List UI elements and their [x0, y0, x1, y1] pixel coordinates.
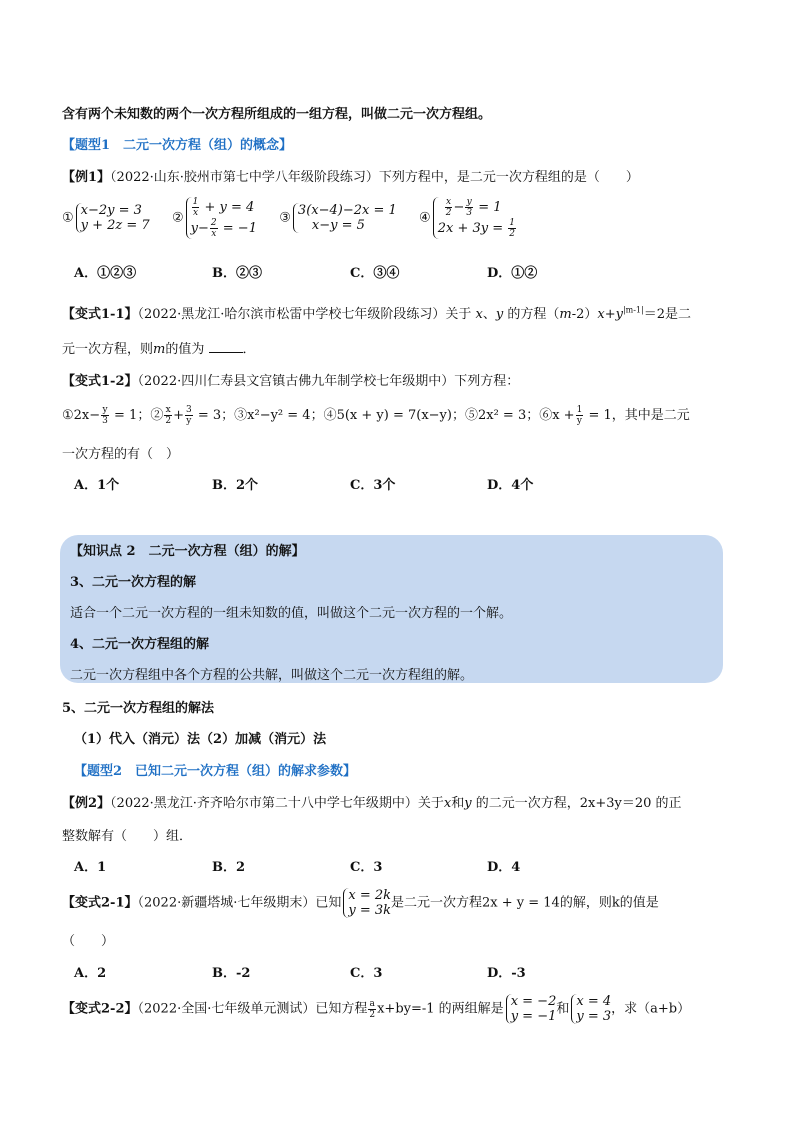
variant21-line1: 【变式2-1】（2022·新疆塔城·七年级期末）已知 x = 2k y = 3k 是二元一次方程2x + y = 14的解，则k的值是	[62, 888, 659, 918]
variant22-system1: x = −2 y = −1	[506, 994, 557, 1024]
intro-definition: 含有两个未知数的两个一次方程所组成的一组方程，叫做二元一次方程组。	[62, 107, 492, 122]
knowledge2-text-3: 适合一个二元一次方程的一组未知数的值，叫做这个二元一次方程的一个解。	[70, 606, 513, 621]
variant12-option-c[interactable]: C．3个	[350, 478, 396, 493]
variant12-option-b[interactable]: B．2个	[212, 478, 259, 493]
variant11-line1: 【变式1-1】（2022·黑龙江·哈尔滨市松雷中学校七年级阶段练习）关于 x、y 的方程$(m-2)x+y^{|m-1|}=2$是二	[62, 305, 691, 322]
example1-systems	[62, 197, 517, 239]
example1-option-d[interactable]: D．①②	[487, 266, 538, 281]
variant21-option-c[interactable]: C．3	[350, 966, 383, 981]
variant21-line2: （ ）	[62, 934, 115, 949]
variant11-line2: 元一次方程，则m的值为 ．	[62, 342, 256, 357]
variant21-option-d[interactable]: D．-3	[487, 966, 526, 981]
variant12-question: 【变式1-2】（2022·四川仁寿县文宫镇古佛九年制学校七年级期中）下列方程：	[62, 374, 520, 389]
variant21-tag: 【变式2-1】	[62, 895, 138, 911]
section5-methods: （1）代入（消元）法（2）加减（消元）法	[74, 732, 327, 747]
answer-blank[interactable]	[209, 342, 243, 353]
type2-heading: 【题型2 已知二元一次方程（组）的解求参数】	[74, 764, 357, 779]
system1: x−2y = 3 y + 2z = 7	[76, 203, 150, 233]
system4: $\frac{x}{2}$ − $\frac{y}{3}$ = 1 2x + 3y = $\frac{1}{2}$	[433, 197, 517, 239]
variant21-option-b[interactable]: B．-2	[212, 966, 251, 981]
variant12-option-d[interactable]: D．4个	[487, 478, 534, 493]
example2-tag: 【例2】	[62, 796, 111, 811]
example2-option-a[interactable]: A．1	[74, 860, 107, 875]
example1-text: （2022·山东·胶州市第七中学八年级阶段练习）下列方程中，是二元一次方程组的是（ ）	[110, 170, 639, 185]
knowledge2-heading: 【知识点 2 二元一次方程（组）的解】	[70, 544, 305, 559]
section5-heading: 5、二元一次方程组的解法	[62, 701, 215, 716]
example1-option-a[interactable]: A．①②③	[74, 266, 137, 281]
variant21-system: x = 2k y = 3k	[343, 888, 391, 918]
example2-option-b[interactable]: B．2	[212, 860, 246, 875]
system3-label: ③	[279, 210, 291, 226]
example1-question	[62, 166, 639, 185]
system3: 3(x−4)−2x = 1 x−y = 5	[293, 203, 397, 233]
type1-heading: 【题型1 二元一次方程（组）的概念】	[62, 138, 293, 153]
system4-label: ④	[419, 210, 431, 226]
knowledge2-text-4: 二元一次方程组中各个方程的公共解，叫做这个二元一次方程组的解。	[70, 668, 474, 683]
example1-option-b[interactable]: B．②③	[212, 266, 262, 281]
example1-option-c[interactable]: C．③④	[350, 266, 400, 281]
system2: $\frac{1}{x}$ + y = 4 y− $\frac{2}{x}$ = −1	[186, 197, 257, 239]
example2-line2: 整数解有（ ）组．	[62, 829, 193, 844]
variant22-system2: x = 4 y = 3	[571, 994, 611, 1024]
variant12-equations: ①2x− $\frac{y}{3}$ = 1；② $\frac{x}{2}$ + $\frac{3}{y}$ = 3；③x²−y² = 4；④5(x + y) = 7(x−y)；⑤2x² = 3；⑥x + $\frac{1}{y}$ = 1，其中是二元	[62, 405, 690, 426]
variant22-line1: 【变式2-2】（2022·全国·七年级单元测试）已知方程 $\frac{a}{2}$ x+by=-1 的两组解是 x = −2 y = −1 和 x = 4 y = 3 ，求（a+b）	[62, 994, 691, 1024]
example2-option-d[interactable]: D．4	[487, 860, 521, 875]
variant22-tag: 【变式2-2】	[62, 1001, 138, 1017]
variant12-line2: 一次方程的有（ ）	[62, 447, 180, 462]
example2-line1: 【例2】（2022·黑龙江·齐齐哈尔市第二十八中学七年级期中）关于x和y 的二元一次方程，2x+3y＝20 的正	[62, 796, 682, 811]
variant12-tag: 【变式1-2】	[62, 374, 138, 389]
variant21-option-a[interactable]: A．2	[74, 966, 107, 981]
system2-label: ②	[172, 210, 184, 226]
example1-tag: 【例1】	[62, 170, 111, 185]
knowledge2-subheading-4: 4、二元一次方程组的解	[70, 637, 210, 652]
example2-option-c[interactable]: C．3	[350, 860, 383, 875]
system1-label: ①	[62, 210, 74, 226]
knowledge2-subheading-3: 3、二元一次方程的解	[70, 575, 197, 590]
variant11-tag: 【变式1-1】	[62, 307, 138, 322]
variant12-option-a[interactable]: A．1个	[74, 478, 120, 493]
